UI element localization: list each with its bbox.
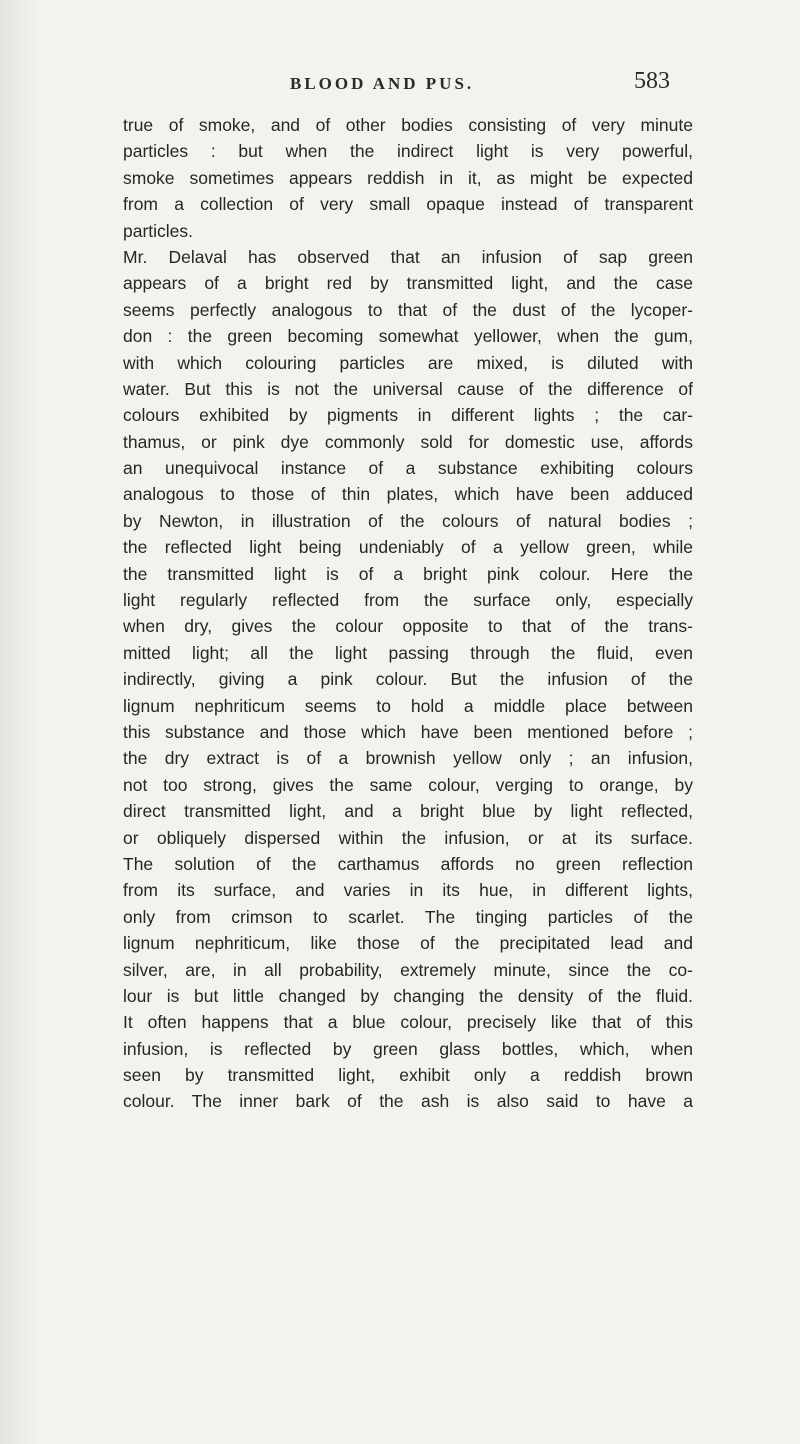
text-line: the transmitted light is of a bright pink colour. Here the [123,563,693,584]
text-line: lignum nephriticum, like those of the precipitated lead and [123,933,693,954]
text-line: this substance and those which have been mentioned before ; [123,721,693,742]
text-line: colour. The inner bark of the ash is also said to have a [123,1091,693,1112]
text-line: mitted light; all the light passing through the fluid, even [123,642,693,663]
text-line: seems perfectly analogous to that of the dust of the lycoper- [123,299,693,320]
text-line: Mr. Delaval has observed that an infusion of sap green [123,246,693,267]
text-line: by Newton, in illustration of the colours of natural bodies ; [123,510,693,531]
text-line: appears of a bright red by transmitted light, and the case [123,273,693,294]
text-line: or obliquely dispersed within the infusion, or at its surface. [123,827,693,848]
running-title: BLOOD AND PUS. [290,74,475,93]
text-line: the reflected light being undeniably of a yellow green, while [123,537,693,558]
text-line: the dry extract is of a brownish yellow only ; an infusion, [123,748,693,769]
text-line: not too strong, gives the same colour, verging to orange, by [123,774,693,795]
text-line: indirectly, giving a pink colour. But the infusion of the [123,669,693,690]
page-number: 583 [634,68,670,94]
text-line: lour is but little changed by changing the density of the fluid. [123,985,693,1006]
text-line: particles : but when the indirect light is very powerful, [123,141,693,162]
text-line: thamus, or pink dye commonly sold for domestic use, affords [123,431,693,452]
text-line: with which colouring particles are mixed, is diluted with [123,352,693,373]
text-line: don : the green becoming somewhat yellower, when the gum, [123,326,693,347]
text-line: colours exhibited by pigments in different lights ; the car- [123,405,693,426]
running-header [0,68,800,104]
text-line: smoke sometimes appears reddish in it, as might be expected [123,167,693,188]
text-line: infusion, is reflected by green glass bottles, which, when [123,1038,693,1059]
text-line: The solution of the carthamus affords no green reflection [123,853,693,874]
text-line: silver, are, in all probability, extremely minute, since the co- [123,959,693,980]
text-line: from its surface, and varies in its hue, in different lights, [123,880,693,901]
text-line: only from crimson to scarlet. The tinging particles of the [123,906,693,927]
text-line: an unequivocal instance of a substance exhibiting colours [123,458,693,479]
text-line: analogous to those of thin plates, which have been adduced [123,484,693,505]
text-line: It often happens that a blue colour, precisely like that of this [123,1012,693,1033]
text-line: when dry, gives the colour opposite to that of the trans- [123,616,693,637]
text-line: particles. [123,220,194,241]
text-line: true of smoke, and of other bodies consisting of very minute [123,115,693,135]
text-line: light regularly reflected from the surface only, especially [123,590,693,611]
text-line: seen by transmitted light, exhibit only a reddish brown [123,1065,693,1086]
text-line: water. But this is not the universal cause of the difference of [123,378,693,399]
text-line: direct transmitted light, and a bright blue by light reflected, [123,801,693,822]
text-line: from a collection of very small opaque instead of transparent [123,194,693,215]
text-line: lignum nephriticum seems to hold a middle place between [123,695,693,716]
body-text [123,112,693,1115]
